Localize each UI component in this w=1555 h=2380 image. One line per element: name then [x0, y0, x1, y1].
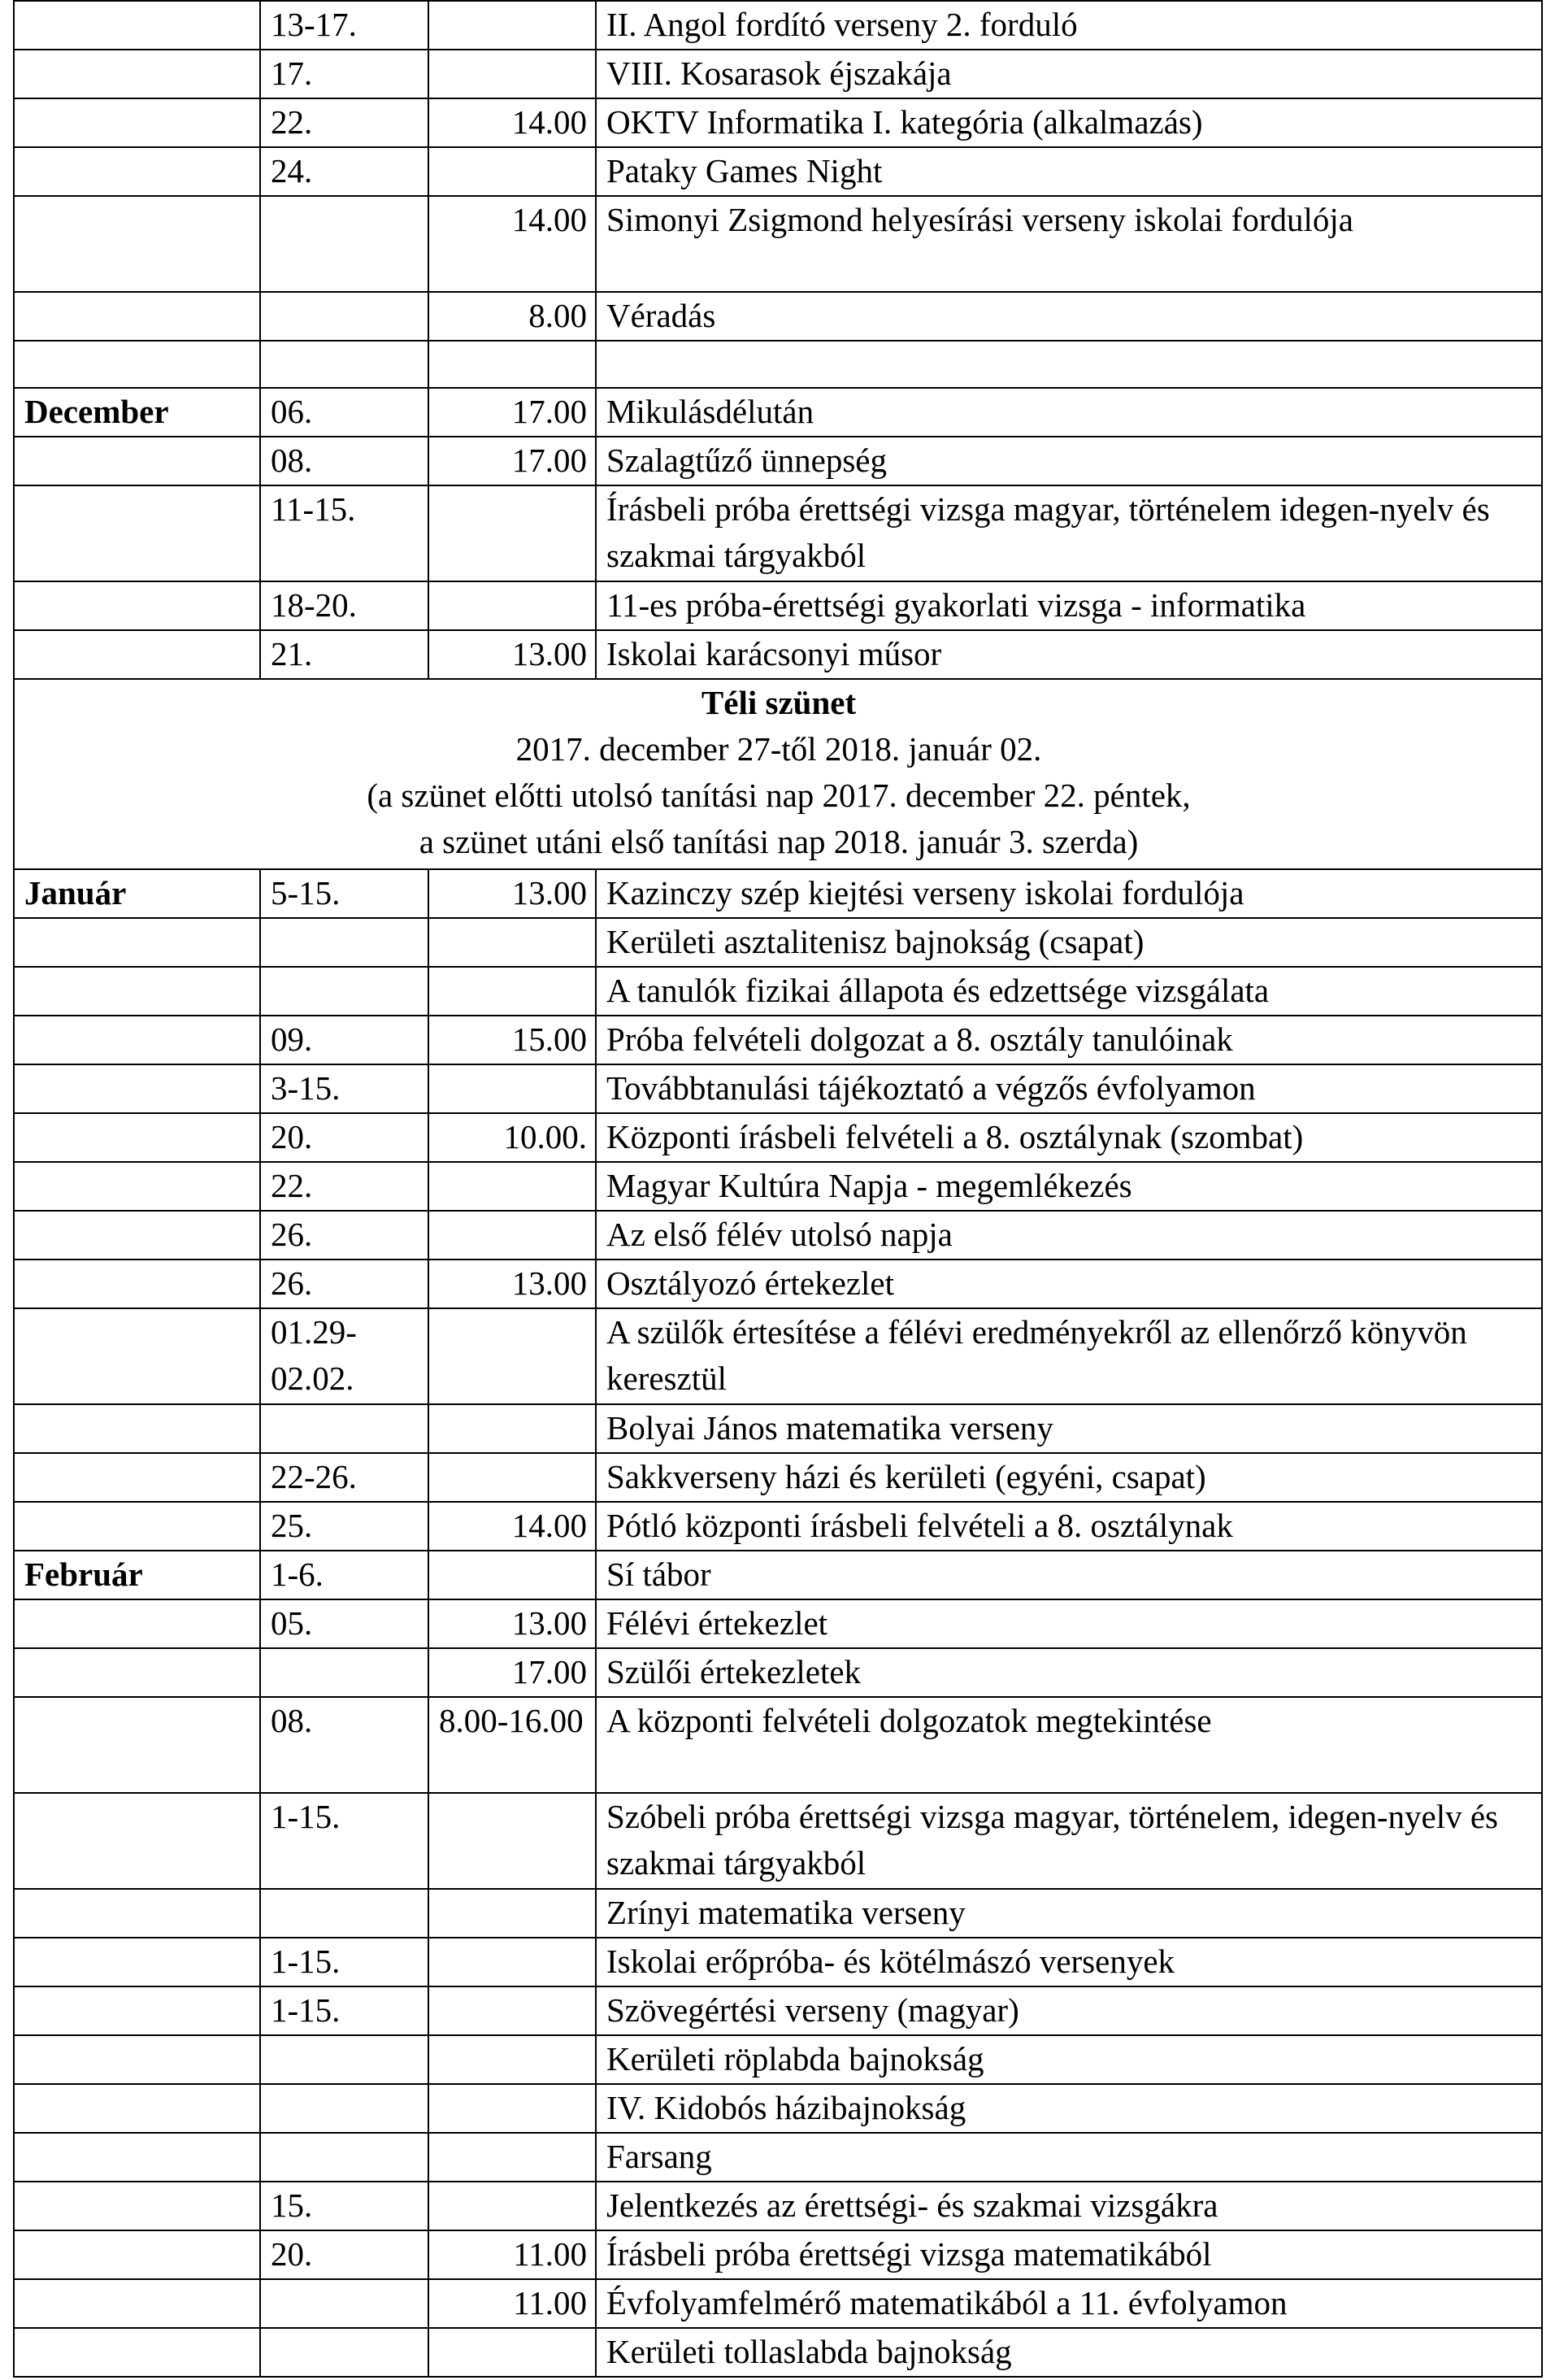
date-cell: 22.: [260, 98, 428, 147]
event-cell: Az első félév utolsó napja: [596, 1211, 1542, 1260]
date-cell: 09.: [260, 1016, 428, 1064]
month-cell: [14, 1889, 260, 1938]
event-cell: II. Angol fordító verseny 2. forduló: [596, 1, 1542, 50]
event-cell: Jelentkezés az érettségi- és szakmai vizsgákra: [596, 2182, 1542, 2230]
event-cell: Osztályozó értekezlet: [596, 1260, 1542, 1308]
month-cell: [14, 1404, 260, 1453]
time-cell: [428, 1162, 596, 1211]
date-cell: [260, 1404, 428, 1453]
table-row: [14, 1793, 1542, 1889]
event-cell: Farsang: [596, 2133, 1542, 2182]
month-cell: [14, 196, 260, 292]
event-cell: Kerületi tollaslabda bajnokság: [596, 2328, 1542, 2377]
time-cell: [428, 1938, 596, 1986]
event-cell: Központi írásbeli felvételi a 8. osztálynak (szombat): [596, 1113, 1542, 1162]
date-cell: 26.: [260, 1211, 428, 1260]
table-row: [14, 869, 1542, 918]
time-cell: 13.00: [428, 1599, 596, 1648]
month-cell: [14, 1938, 260, 1986]
event-cell: Sí tábor: [596, 1551, 1542, 1599]
table-row: [14, 2230, 1542, 2279]
month-cell: [14, 98, 260, 147]
date-cell: 22-26.: [260, 1453, 428, 1502]
table-row: [14, 1113, 1542, 1162]
table-row: [14, 1889, 1542, 1938]
table-row: [14, 1211, 1542, 1260]
table-row: [14, 1551, 1542, 1599]
event-cell: Írásbeli próba érettségi vizsga magyar, történelem idegen-nyelv és szakmai tárgyakból: [596, 485, 1542, 581]
month-cell: [14, 918, 260, 967]
event-cell: Kerületi röplabda bajnokság: [596, 2035, 1542, 2084]
month-cell: [14, 1016, 260, 1064]
schedule-page: [13, 0, 1541, 2378]
date-cell: [260, 196, 428, 292]
event-cell: A szülők értesítése a félévi eredményekről az ellenőrző könyvön keresztül: [596, 1308, 1542, 1404]
time-cell: 17.00: [428, 388, 596, 437]
event-cell: Iskolai karácsonyi műsor: [596, 630, 1542, 679]
event-cell: Próba felvételi dolgozat a 8. osztály tanulóinak: [596, 1016, 1542, 1064]
month-cell: [14, 1308, 260, 1404]
table-row: [14, 2328, 1542, 2377]
event-cell: 11-es próba-érettségi gyakorlati vizsga - informatika: [596, 581, 1542, 630]
table-row: [14, 50, 1542, 98]
date-cell: [260, 2084, 428, 2133]
date-cell: [260, 2035, 428, 2084]
month-cell: [14, 50, 260, 98]
month-cell: [14, 1064, 260, 1113]
event-cell: Szalagtűző ünnepség: [596, 437, 1542, 485]
month-cell: [14, 2133, 260, 2182]
table-row: [14, 485, 1542, 581]
time-cell: 10.00.: [428, 1113, 596, 1162]
date-cell: 1-15.: [260, 1793, 428, 1889]
date-cell: 13-17.: [260, 1, 428, 50]
date-cell: 17.: [260, 50, 428, 98]
date-cell: 08.: [260, 1697, 428, 1793]
time-cell: 11.00: [428, 2230, 596, 2279]
table-row: [14, 630, 1542, 679]
event-cell: Magyar Kultúra Napja - megemlékezés: [596, 1162, 1542, 1211]
month-cell: [14, 1113, 260, 1162]
table-row: [14, 388, 1542, 437]
time-cell: [428, 1986, 596, 2035]
table-row: [14, 1599, 1542, 1648]
time-cell: 13.00: [428, 869, 596, 918]
month-cell: [14, 485, 260, 581]
event-cell: Szóbeli próba érettségi vizsga magyar, történelem, idegen-nyelv és szakmai tárgyakból: [596, 1793, 1542, 1889]
table-row: [14, 1648, 1542, 1697]
table-row: [14, 1064, 1542, 1113]
date-cell: [260, 341, 428, 388]
month-cell: Január: [14, 869, 260, 918]
month-cell: [14, 1793, 260, 1889]
date-cell: 5-15.: [260, 869, 428, 918]
winter-break-row: [14, 679, 1542, 869]
time-cell: 8.00: [428, 292, 596, 341]
table-row: [14, 918, 1542, 967]
month-cell: [14, 1211, 260, 1260]
month-cell: [14, 341, 260, 388]
month-cell: [14, 2084, 260, 2133]
time-cell: 11.00: [428, 2279, 596, 2328]
time-cell: [428, 581, 596, 630]
time-cell: [428, 1308, 596, 1404]
time-cell: 13.00: [428, 630, 596, 679]
date-cell: [260, 967, 428, 1016]
table-row: [14, 967, 1542, 1016]
event-cell: A tanulók fizikai állapota és edzettsége vizsgálata: [596, 967, 1542, 1016]
table-row: [14, 1986, 1542, 2035]
date-cell: 26.: [260, 1260, 428, 1308]
month-cell: [14, 1162, 260, 1211]
time-cell: [428, 1, 596, 50]
event-cell: Félévi értekezlet: [596, 1599, 1542, 1648]
event-cell: Sakkverseny házi és kerületi (egyéni, csapat): [596, 1453, 1542, 1502]
event-cell: Bolyai János matematika verseny: [596, 1404, 1542, 1453]
time-cell: [428, 2182, 596, 2230]
time-cell: [428, 1551, 596, 1599]
event-cell: Írásbeli próba érettségi vizsga matematikából: [596, 2230, 1542, 2279]
event-cell: Véradás: [596, 292, 1542, 341]
time-cell: [428, 1793, 596, 1889]
date-cell: 1-15.: [260, 1938, 428, 1986]
school-schedule-table: [13, 0, 1543, 2378]
date-cell: 15.: [260, 2182, 428, 2230]
time-cell: [428, 1064, 596, 1113]
event-cell: Évfolyamfelmérő matematikából a 11. évfolyamon: [596, 2279, 1542, 2328]
month-cell: [14, 1, 260, 50]
table-row: [14, 196, 1542, 292]
event-cell: Mikulásdélután: [596, 388, 1542, 437]
month-cell: [14, 2230, 260, 2279]
month-cell: [14, 1599, 260, 1648]
month-cell: [14, 147, 260, 196]
time-cell: [428, 1889, 596, 1938]
time-cell: 13.00: [428, 1260, 596, 1308]
month-cell: [14, 1453, 260, 1502]
time-cell: [428, 147, 596, 196]
time-cell: 8.00-16.00: [428, 1697, 596, 1793]
table-row: [14, 292, 1542, 341]
table-row: [14, 1260, 1542, 1308]
table-row: [14, 2182, 1542, 2230]
winter-break-note-2: a szünet utáni első tanítási nap 2018. január 3. szerda): [419, 823, 1139, 860]
table-row: [14, 1502, 1542, 1551]
date-cell: 18-20.: [260, 581, 428, 630]
table-row: [14, 147, 1542, 196]
date-cell: 05.: [260, 1599, 428, 1648]
table-row: [14, 581, 1542, 630]
date-cell: [260, 2133, 428, 2182]
date-cell: 3-15.: [260, 1064, 428, 1113]
time-cell: [428, 1211, 596, 1260]
date-cell: [260, 2279, 428, 2328]
time-cell: [428, 2035, 596, 2084]
time-cell: [428, 918, 596, 967]
event-cell: [596, 341, 1542, 388]
date-cell: 24.: [260, 147, 428, 196]
table-row: [14, 2035, 1542, 2084]
month-cell: December: [14, 388, 260, 437]
time-cell: 14.00: [428, 196, 596, 292]
event-cell: Zrínyi matematika verseny: [596, 1889, 1542, 1938]
table-row: [14, 1938, 1542, 1986]
date-cell: 20.: [260, 2230, 428, 2279]
date-cell: 20.: [260, 1113, 428, 1162]
date-cell: [260, 918, 428, 967]
month-cell: [14, 581, 260, 630]
month-cell: [14, 2279, 260, 2328]
date-cell: 1-6.: [260, 1551, 428, 1599]
table-row: [14, 2133, 1542, 2182]
date-cell: 25.: [260, 1502, 428, 1551]
table-row: [14, 1, 1542, 50]
date-cell: [260, 1648, 428, 1697]
time-cell: 14.00: [428, 98, 596, 147]
time-cell: [428, 1404, 596, 1453]
month-cell: [14, 1260, 260, 1308]
date-cell: [260, 2328, 428, 2377]
month-cell: [14, 1648, 260, 1697]
date-cell: [260, 292, 428, 341]
time-cell: [428, 2084, 596, 2133]
time-cell: [428, 2133, 596, 2182]
event-cell: IV. Kidobós házibajnokság: [596, 2084, 1542, 2133]
time-cell: [428, 341, 596, 388]
table-row: [14, 1016, 1542, 1064]
event-cell: Pataky Games Night: [596, 147, 1542, 196]
date-cell: 21.: [260, 630, 428, 679]
date-cell: 08.: [260, 437, 428, 485]
month-cell: Február: [14, 1551, 260, 1599]
month-cell: [14, 630, 260, 679]
winter-break-note-1: (a szünet előtti utolsó tanítási nap 2017. december 22. péntek,: [367, 777, 1191, 814]
event-cell: Iskolai erőpróba- és kötélmászó versenyek: [596, 1938, 1542, 1986]
date-cell: 22.: [260, 1162, 428, 1211]
month-cell: [14, 2328, 260, 2377]
month-cell: [14, 1697, 260, 1793]
event-cell: Továbbtanulási tájékoztató a végzős évfolyamon: [596, 1064, 1542, 1113]
event-cell: Pótló központi írásbeli felvételi a 8. osztálynak: [596, 1502, 1542, 1551]
time-cell: [428, 2328, 596, 2377]
table-row: [14, 1162, 1542, 1211]
event-cell: Szülői értekezletek: [596, 1648, 1542, 1697]
table-row: [14, 1404, 1542, 1453]
time-cell: 17.00: [428, 437, 596, 485]
table-row: [14, 437, 1542, 485]
time-cell: [428, 1453, 596, 1502]
winter-break-title: Téli szünet: [701, 684, 857, 721]
event-cell: OKTV Informatika I. kategória (alkalmazás): [596, 98, 1542, 147]
month-cell: [14, 967, 260, 1016]
table-row: [14, 2279, 1542, 2328]
date-cell: [260, 1889, 428, 1938]
date-cell: 11-15.: [260, 485, 428, 581]
table-row: [14, 98, 1542, 147]
date-cell: 1-15.: [260, 1986, 428, 2035]
table-row: [14, 1453, 1542, 1502]
month-cell: [14, 292, 260, 341]
table-row-blank: [14, 341, 1542, 388]
event-cell: VIII. Kosarasok éjszakája: [596, 50, 1542, 98]
time-cell: 17.00: [428, 1648, 596, 1697]
event-cell: Simonyi Zsigmond helyesírási verseny iskolai fordulója: [596, 196, 1542, 292]
time-cell: [428, 485, 596, 581]
table-row: [14, 2084, 1542, 2133]
month-cell: [14, 437, 260, 485]
table-row: [14, 1308, 1542, 1404]
month-cell: [14, 1502, 260, 1551]
time-cell: 15.00: [428, 1016, 596, 1064]
winter-break-cell: [14, 679, 1542, 869]
event-cell: Kerületi asztalitenisz bajnokság (csapat): [596, 918, 1542, 967]
month-cell: [14, 2182, 260, 2230]
table-row: [14, 1697, 1542, 1793]
event-cell: Szövegértési verseny (magyar): [596, 1986, 1542, 2035]
time-cell: 14.00: [428, 1502, 596, 1551]
date-cell: 06.: [260, 388, 428, 437]
time-cell: [428, 967, 596, 1016]
event-cell: A központi felvételi dolgozatok megtekintése: [596, 1697, 1542, 1793]
time-cell: [428, 50, 596, 98]
month-cell: [14, 1986, 260, 2035]
month-cell: [14, 2035, 260, 2084]
winter-break-dates: 2017. december 27-től 2018. január 02.: [515, 730, 1042, 768]
event-cell: Kazinczy szép kiejtési verseny iskolai fordulója: [596, 869, 1542, 918]
date-cell: 01.29-02.02.: [260, 1308, 428, 1404]
